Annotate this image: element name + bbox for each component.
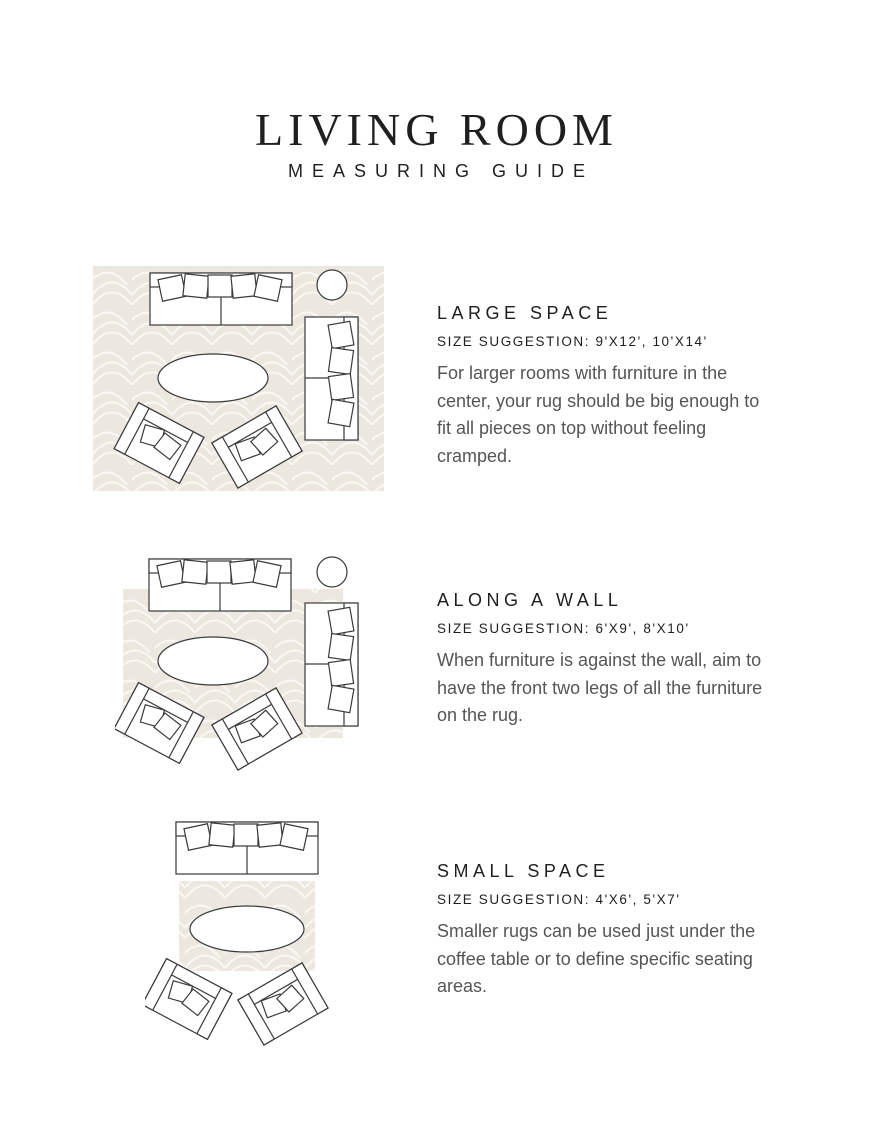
small-space-diagram: [145, 818, 345, 1053]
large-space-diagram: [92, 265, 387, 495]
section-description: When furniture is against the wall, aim to have the front two legs of all the furniture on the rug.: [437, 650, 763, 725]
coffee-table: [190, 906, 304, 952]
coffee-table: [158, 354, 268, 402]
section-description: Smaller rugs can be used just under the coffee table or to define specific seating areas.: [437, 921, 756, 996]
section-title: LARGE SPACE: [437, 303, 613, 323]
coffee-table: [158, 637, 268, 685]
section-large-space: [437, 302, 857, 470]
sofa: [150, 273, 292, 325]
sofa-right: [305, 603, 358, 726]
along-wall-diagram: [115, 553, 365, 773]
sofa: [149, 559, 291, 611]
section-description: For larger rooms with furniture in the center, your rug should be big enough to fit all pieces on top without feeling cramped.: [437, 363, 760, 466]
side-table: [317, 557, 347, 587]
side-table: [317, 270, 347, 300]
page-title: LIVING ROOM: [255, 104, 618, 155]
size-suggestion: SIZE SUGGESTION: 4'X6', 5'X7': [437, 892, 681, 907]
section-title: SMALL SPACE: [437, 861, 610, 881]
section-along-wall: [437, 589, 857, 730]
page-subtitle: MEASURING GUIDE: [287, 161, 595, 181]
section-small-space: [437, 860, 857, 1001]
sofa-right: [305, 317, 358, 440]
armchair-right: [238, 963, 328, 1045]
size-suggestion: SIZE SUGGESTION: 9'X12', 10'X14': [437, 334, 708, 349]
section-title: ALONG A WALL: [437, 590, 623, 610]
size-suggestion: SIZE SUGGESTION: 6'X9', 8'X10': [437, 621, 690, 636]
sofa: [176, 822, 318, 874]
